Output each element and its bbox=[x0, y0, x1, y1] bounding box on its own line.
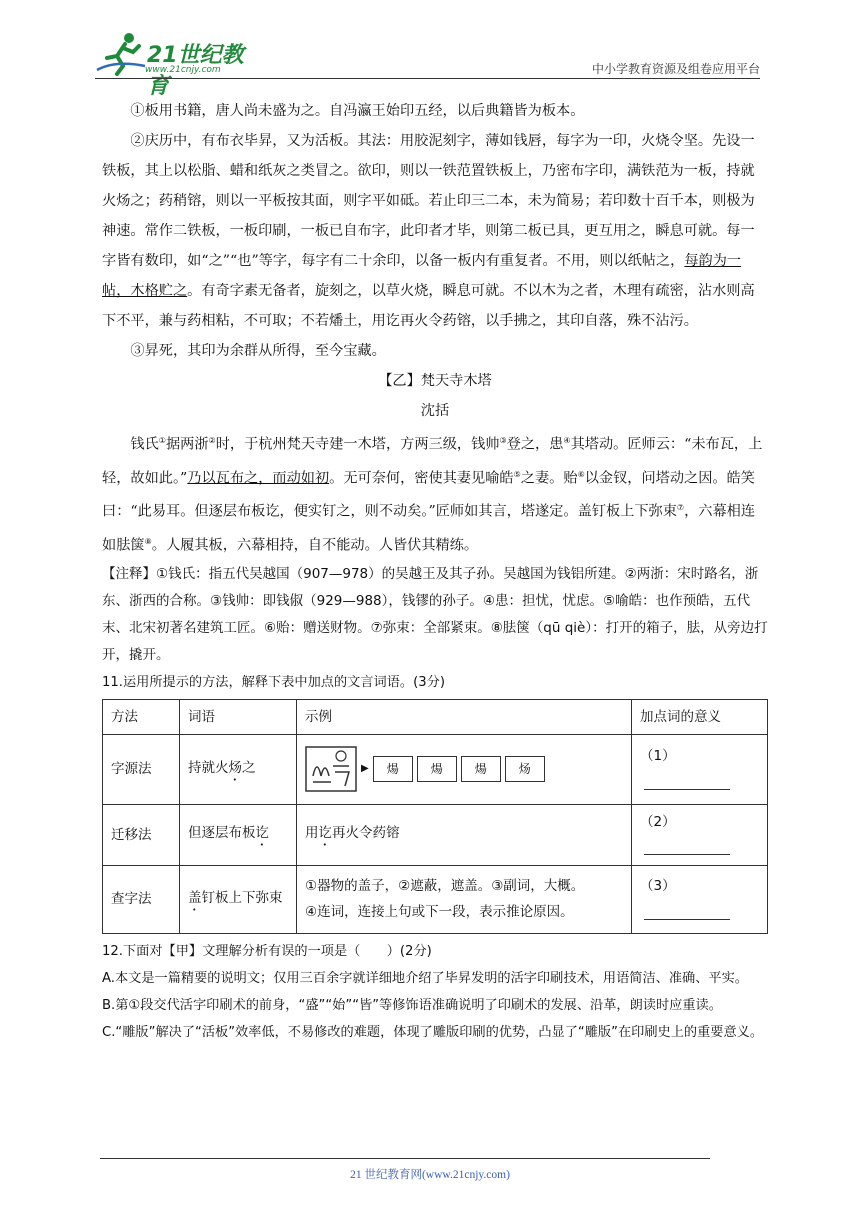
table-header-row bbox=[103, 699, 768, 734]
answer-blank[interactable] bbox=[644, 905, 730, 920]
underlined-sentence: 每韵为一帖，木格贮之 bbox=[102, 253, 742, 299]
glyph-box: 煬 bbox=[461, 756, 501, 782]
logo-url: www.21cnjy.com bbox=[145, 65, 221, 75]
glyph-box: 炀 bbox=[505, 756, 545, 782]
page-header bbox=[95, 30, 760, 99]
glyph-box: 煬 bbox=[373, 756, 413, 782]
arrow-icon: ▶ bbox=[361, 763, 369, 775]
answer-cell[interactable]: （1） bbox=[632, 734, 768, 804]
word-cell: 盖钉板上下弥束 bbox=[180, 865, 297, 933]
header-divider bbox=[95, 78, 760, 79]
table-header: 示例 bbox=[297, 699, 632, 734]
table-row bbox=[103, 734, 768, 804]
question-11-table bbox=[102, 699, 768, 934]
jia-paragraph-1: ①板用书籍，唐人尚未盛为之。自冯瀛王始印五经，以后典籍皆为板本。 bbox=[130, 103, 585, 119]
glyph-evolution-image bbox=[305, 746, 623, 792]
yi-paragraph: 钱氏①据两浙②时，于杭州梵天寺建一木塔，方两三级，钱帅③登之，患④其塔动。匠师云：“未布瓦，上轻，故如此。”乃以瓦布之，而动如初。无可奈何，密使其妻见喻皓⑤之妻。贻⑥以金钗，问塔动之因。皓笑曰：“此易耳。但逐层布板讫，便实钉之，则不动矣。”匠师如其言，塔遂定。盖钉板上下弥束⑦，六幕相连如胠箧⑧。人履其板，六幕相持，自不能动。人皆伏其精练。 bbox=[102, 436, 763, 554]
table-row bbox=[103, 804, 768, 865]
yi-author: 沈括 bbox=[420, 403, 450, 419]
answer-cell[interactable]: （2） bbox=[632, 804, 768, 865]
platform-name: 中小学教育资源及组卷应用平台 bbox=[591, 62, 760, 76]
yi-title: 【乙】梵天寺木塔 bbox=[378, 373, 492, 389]
word-cell: 但逐层布板讫 bbox=[180, 804, 297, 865]
option-a[interactable]: A.本文是一篇精要的说明文；仅用三百余字就详细地介绍了毕昇发明的活字印刷技术，用语简洁、准确、平实。 bbox=[102, 970, 748, 986]
method-cell: 字源法 bbox=[103, 734, 180, 804]
answer-cell[interactable]: （3） bbox=[632, 865, 768, 933]
word-cell: 持就火炀之 bbox=[180, 734, 297, 804]
question-11-stem: 11.运用所提示的方法，解释下表中加点的文言词语。(3分) bbox=[102, 674, 445, 690]
document-body bbox=[102, 96, 768, 1046]
option-c[interactable]: C.“雕版”解决了“活板”效率低，不易修改的难题，体现了雕版印刷的优势，凸显了“雕版”在印刷史上的重要意义。 bbox=[102, 1024, 764, 1040]
annotations: 【注释】①钱氏：指五代吴越国（907—978）的吴越王及其子孙。吴越国为钱铝所建。②两浙：宋时路名，浙东、浙西的合称。③钱帅：即钱俶（929—988），钱镠的孙子。④患：担忧，忧虑。⑤喻皓：也作预皓，五代末、北宋初著名建筑工匠。⑥贻：赠送财物。⑦弥束：全部紧束。⑧胠箧（qū qiè）：打开的箱子，胠，从旁边打开，撬开。 bbox=[102, 565, 768, 663]
footer-divider bbox=[100, 1158, 710, 1159]
table-header: 方法 bbox=[103, 699, 180, 734]
answer-blank[interactable] bbox=[644, 775, 730, 790]
option-b[interactable]: B.第①段交代活字印刷术的前身，“盛”“始”“皆”等修饰语准确说明了印刷术的发展、沿革，朗读时应重读。 bbox=[102, 997, 722, 1013]
site-logo[interactable] bbox=[95, 30, 260, 99]
jia-paragraph-2: ②庆历中，有布衣毕昇，又为活板。其法：用胶泥刻字，薄如钱唇，每字为一印，火烧令坚。先设一铁板，其上以松脂、蜡和纸灰之类冒之。欲印，则以一铁范置铁板上，乃密布字印，满铁范为一板，持就火炀之；药稍镕，则以一平板按其面，则字平如砥。若止印三二本，未为简易；若印数十百千本，则极为神速。常作二铁板，一板印刷，一板已自布字，此印者才毕，则第二板已具，更互用之，瞬息可就。每一字皆有数印，如“之”“也”等字，每字有二十余印，以备一板内有重复者。不用，则以纸帖之，每韵为一帖，木格贮之。有奇字素无备者，旋刻之，以草火烧，瞬息可就。不以木为之者，木理有疏密，沾水则高下不平，兼与药相粘，不可取；不若燔土，用讫再火令药镕，以手拂之，其印自落，殊不沾污。 bbox=[102, 133, 755, 329]
question-12-stem: 12.下面对【甲】文理解分析有误的一项是（ ）(2分) bbox=[102, 943, 432, 959]
method-cell: 迁移法 bbox=[103, 804, 180, 865]
table-row bbox=[103, 865, 768, 933]
glyph-box: 煬 bbox=[417, 756, 457, 782]
example-cell bbox=[297, 734, 632, 804]
example-cell: ①器物的盖子，②遮蔽，遮盖。③副词，大概。 ④连词，连接上句或下一段，表示推论原因。 bbox=[297, 865, 632, 933]
jia-paragraph-3: ③昇死，其印为余群从所得，至今宝藏。 bbox=[130, 343, 386, 359]
method-cell: 查字法 bbox=[103, 865, 180, 933]
oracle-glyph-icon bbox=[305, 746, 357, 792]
footer-link[interactable]: 21 世纪教育网(www.21cnjy.com) bbox=[350, 1169, 510, 1181]
table-header: 加点词的意义 bbox=[632, 699, 768, 734]
table-header: 词语 bbox=[180, 699, 297, 734]
underlined-sentence: 乃以瓦布之，而动如初 bbox=[187, 470, 330, 487]
answer-blank[interactable] bbox=[644, 840, 730, 855]
logo-text: 21世纪教育 bbox=[147, 43, 244, 99]
example-cell: 用讫再火令药镕 bbox=[297, 804, 632, 865]
